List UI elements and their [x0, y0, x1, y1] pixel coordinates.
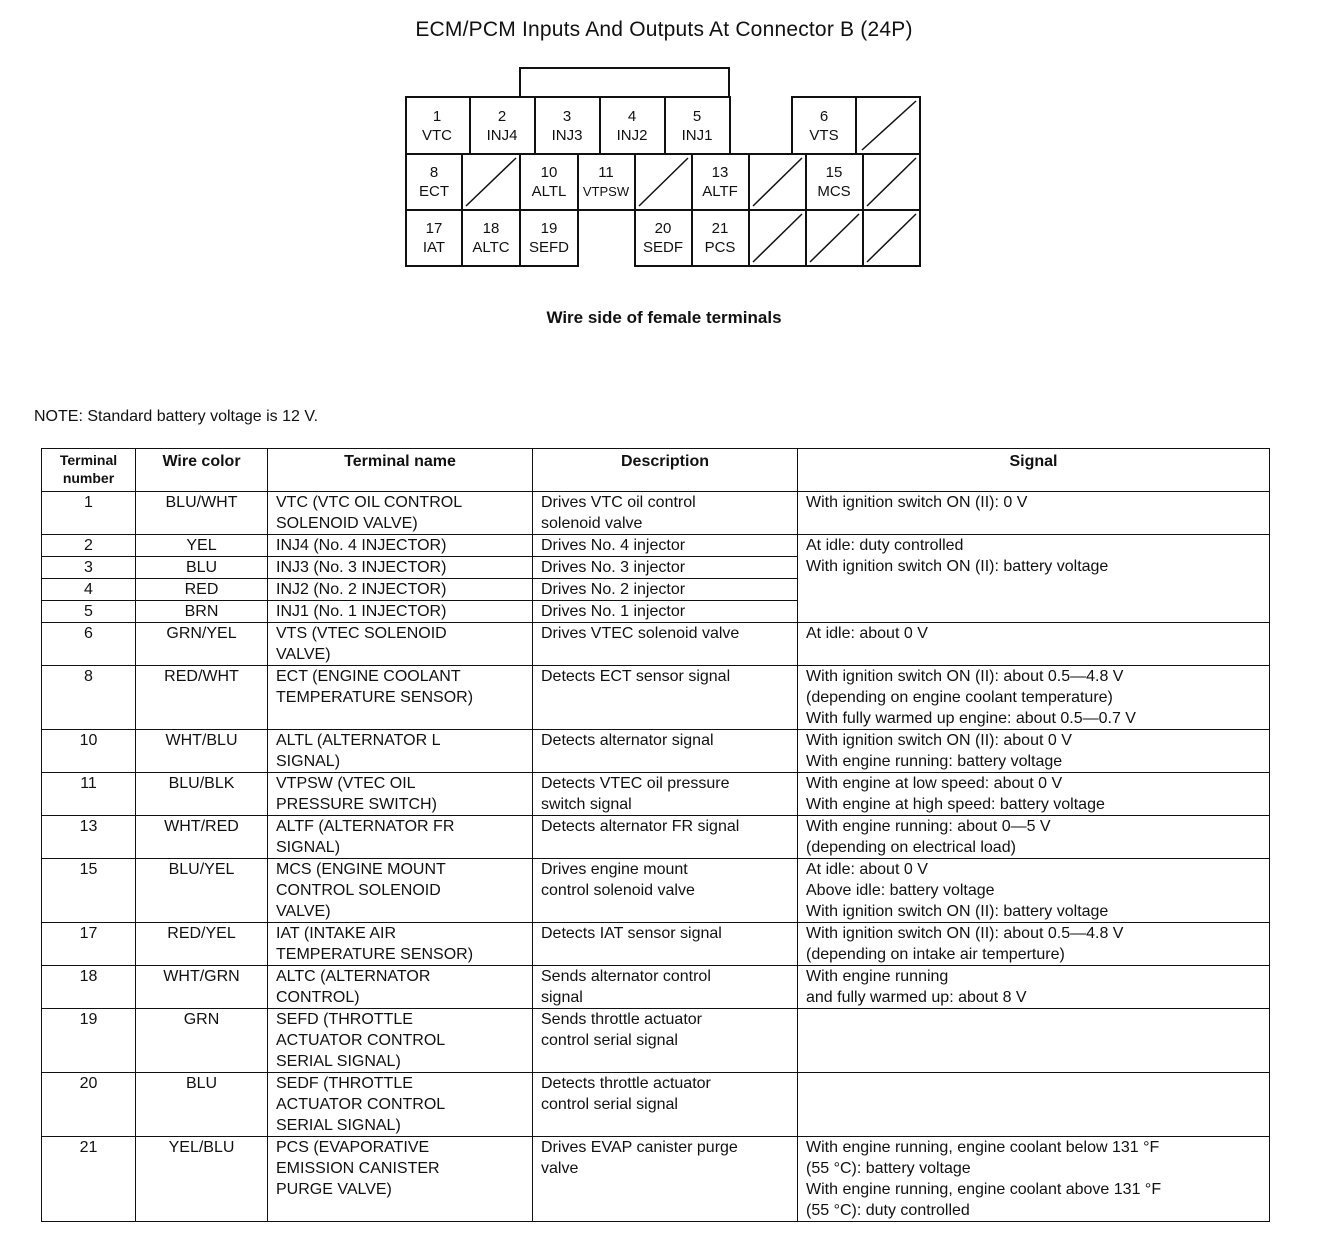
cavity-3 — [552, 108, 583, 144]
cavity-signal-name: IAT — [422, 239, 446, 256]
table-row — [42, 1009, 1270, 1073]
terminal-number-cell: 4 — [42, 579, 136, 601]
cavity-20 — [643, 220, 683, 256]
terminal-name-line: EMISSION CANISTER — [276, 1160, 440, 1177]
cavity-number: 13 — [711, 164, 729, 181]
description-line: Detects alternator FR signal — [541, 818, 740, 835]
cavity-number: 2 — [497, 108, 507, 125]
cavity-signal-name: PCS — [704, 239, 736, 256]
terminal-name-cell — [268, 579, 533, 601]
cavity-signal-name: INJ4 — [486, 127, 518, 144]
description-line: Detects VTEC oil pressure — [541, 775, 730, 792]
description-line: solenoid valve — [541, 515, 643, 532]
signal-line: With ignition switch ON (II): 0 V — [806, 494, 1028, 511]
terminal-name-line: TEMPERATURE SENSOR) — [276, 689, 474, 706]
description-cell — [533, 492, 798, 535]
cavity-number: 18 — [482, 220, 500, 237]
connector-diagram — [0, 0, 1328, 300]
signal-line: (depending on intake air temperture) — [806, 946, 1065, 963]
terminal-name-line: PRESSURE SWITCH) — [276, 796, 437, 813]
wire-color-cell: BLU — [136, 557, 268, 579]
description-line: signal — [541, 989, 583, 1006]
terminal-name-line: ALTF (ALTERNATOR FR — [276, 818, 455, 835]
terminal-name-line: SERIAL SIGNAL) — [276, 1053, 401, 1070]
description-cell — [533, 816, 798, 859]
terminal-number-cell: 2 — [42, 535, 136, 557]
signal-line: With ignition switch ON (II): battery voltage — [806, 558, 1109, 575]
header-wire-color: Wire color — [136, 449, 268, 492]
description-cell — [533, 859, 798, 923]
terminal-number-cell: 11 — [42, 773, 136, 816]
terminal-name-cell — [268, 923, 533, 966]
table-row — [42, 923, 1270, 966]
description-line: Sends alternator control — [541, 968, 711, 985]
description-line: valve — [541, 1160, 579, 1177]
terminal-name-cell — [268, 557, 533, 579]
cavity-number: 10 — [540, 164, 558, 181]
header-terminal-number: Terminal number — [42, 449, 136, 492]
cavity-signal-name: SEDF — [642, 239, 684, 256]
cavity-signal-name: INJ2 — [616, 127, 648, 144]
table-row — [42, 492, 1270, 535]
cavity-number: 1 — [432, 108, 442, 125]
description-line: Drives engine mount — [541, 861, 688, 878]
signal-line: At idle: about 0 V — [806, 861, 928, 878]
cavity-signal-name: ALTL — [531, 183, 567, 200]
signal-line: With ignition switch ON (II): battery voltage — [806, 903, 1109, 920]
wire-color-cell: BLU/YEL — [136, 859, 268, 923]
cavity-signal-name: VTC — [422, 127, 452, 144]
cavity-18 — [472, 220, 509, 256]
terminal-name-line: SIGNAL) — [276, 839, 341, 856]
signal-line: With engine running: battery voltage — [806, 753, 1063, 770]
connector-caption: Wire side of female terminals — [546, 308, 782, 327]
description-cell — [533, 1073, 798, 1137]
header-signal: Signal — [798, 449, 1270, 492]
description-cell — [533, 730, 798, 773]
terminal-number-cell: 21 — [42, 1137, 136, 1222]
cavity-signal-name: INJ1 — [681, 127, 713, 144]
terminal-name-line: ALTC (ALTERNATOR — [276, 968, 431, 985]
cavity-11 — [583, 164, 630, 199]
terminal-number-cell: 20 — [42, 1073, 136, 1137]
terminal-number-cell: 5 — [42, 601, 136, 623]
signal-line: Above idle: battery voltage — [806, 882, 995, 899]
signal-line: With engine running — [806, 968, 949, 985]
terminal-name-cell — [268, 601, 533, 623]
signal-cell — [798, 492, 1270, 535]
signal-line: With engine at low speed: about 0 V — [806, 775, 1063, 792]
wire-color-cell: BLU — [136, 1073, 268, 1137]
signal-cell — [798, 816, 1270, 859]
description-line: Drives No. 4 injector — [541, 537, 686, 554]
terminal-name-line: ALTL (ALTERNATOR L — [276, 732, 441, 749]
terminal-name-cell — [268, 859, 533, 923]
signal-line: (55 °C): duty controlled — [806, 1202, 970, 1219]
signal-cell — [798, 535, 1270, 623]
terminal-name-line: ECT (ENGINE COOLANT — [276, 668, 461, 685]
description-cell — [533, 1009, 798, 1073]
description-line: control solenoid valve — [541, 882, 695, 899]
table-row — [42, 666, 1270, 730]
signal-line: (55 °C): battery voltage — [806, 1160, 971, 1177]
description-cell — [533, 623, 798, 666]
empty-cavity-slash — [867, 214, 916, 262]
description-line: Detects ECT sensor signal — [541, 668, 731, 685]
signal-line: With engine running, engine coolant above 131 °F — [806, 1181, 1162, 1198]
table-row — [42, 623, 1270, 666]
connector-row3-left — [406, 210, 578, 266]
description-line: Drives No. 2 injector — [541, 581, 686, 598]
description-line: control serial signal — [541, 1096, 678, 1113]
terminal-name-line: INJ3 (No. 3 INJECTOR) — [276, 559, 447, 576]
terminal-name-cell — [268, 666, 533, 730]
cavity-signal-name: MCS — [817, 183, 851, 200]
terminal-name-line: CONTROL) — [276, 989, 360, 1006]
description-cell — [533, 579, 798, 601]
cavity-signal-name: ALTC — [472, 239, 510, 256]
wire-color-cell: RED — [136, 579, 268, 601]
wire-color-cell: WHT/GRN — [136, 966, 268, 1009]
cavity-10 — [532, 164, 567, 200]
description-line: Sends throttle actuator — [541, 1011, 702, 1028]
terminal-name-cell — [268, 1009, 533, 1073]
wire-color-cell: RED/YEL — [136, 923, 268, 966]
terminal-number-cell: 18 — [42, 966, 136, 1009]
cavity-number: 5 — [692, 108, 702, 125]
terminal-number-cell: 17 — [42, 923, 136, 966]
terminal-name-cell — [268, 623, 533, 666]
wire-color-cell: BLU/BLK — [136, 773, 268, 816]
signal-line: With ignition switch ON (II): about 0.5—4.8 V — [806, 668, 1124, 685]
cavity-1 — [422, 108, 452, 144]
terminal-name-line: INJ1 (No. 1 INJECTOR) — [276, 603, 447, 620]
empty-cavity-slash — [862, 101, 916, 150]
terminal-number-cell: 13 — [42, 816, 136, 859]
cavity-6 — [809, 108, 838, 144]
cavity-19 — [529, 220, 569, 256]
table-row — [42, 773, 1270, 816]
terminal-name-cell — [268, 730, 533, 773]
cavity-21 — [705, 220, 736, 256]
description-cell — [533, 535, 798, 557]
table-row — [42, 1073, 1270, 1137]
signal-cell — [798, 666, 1270, 730]
terminal-number-cell: 1 — [42, 492, 136, 535]
cavity-number: 21 — [711, 220, 729, 237]
signal-cell — [798, 859, 1270, 923]
signal-line: (depending on electrical load) — [806, 839, 1016, 856]
terminal-table — [41, 448, 1270, 1222]
terminal-name-cell — [268, 535, 533, 557]
empty-cavity-slash — [753, 158, 802, 206]
signal-line: With engine running, engine coolant below 131 °F — [806, 1139, 1160, 1156]
terminal-name-cell — [268, 773, 533, 816]
terminal-name-line: TEMPERATURE SENSOR) — [276, 946, 474, 963]
signal-line: and fully warmed up: about 8 V — [806, 989, 1027, 1006]
terminal-name-line: INJ4 (No. 4 INJECTOR) — [276, 537, 447, 554]
cavity-13 — [702, 164, 738, 200]
description-line: Detects throttle actuator — [541, 1075, 711, 1092]
description-line: Drives VTC oil control — [541, 494, 696, 511]
terminal-name-cell — [268, 1073, 533, 1137]
signal-line: With engine at high speed: battery voltage — [806, 796, 1105, 813]
description-cell — [533, 773, 798, 816]
signal-cell — [798, 1073, 1270, 1137]
cavity-number: 3 — [562, 108, 572, 125]
terminal-name-line: VTS (VTEC SOLENOID — [276, 625, 447, 642]
cavity-number: 17 — [425, 220, 443, 237]
description-cell — [533, 666, 798, 730]
cavity-signal-name: ECT — [419, 183, 449, 200]
terminal-name-line: PURGE VALVE) — [276, 1181, 392, 1198]
wire-color-cell: BLU/WHT — [136, 492, 268, 535]
signal-cell — [798, 1137, 1270, 1222]
description-line: Drives No. 1 injector — [541, 603, 686, 620]
table-row — [42, 966, 1270, 1009]
table-row — [42, 859, 1270, 923]
terminal-number-cell: 10 — [42, 730, 136, 773]
signal-line: With fully warmed up engine: about 0.5—0.7 V — [806, 710, 1136, 727]
cavity-signal-name: VTS — [809, 127, 839, 144]
description-cell — [533, 923, 798, 966]
terminal-name-line: PCS (EVAPORATIVE — [276, 1139, 430, 1156]
terminal-number-cell: 3 — [42, 557, 136, 579]
terminal-number-cell: 15 — [42, 859, 136, 923]
table-row — [42, 535, 1270, 557]
cavity-signal-name: VTPSW — [582, 184, 630, 199]
signal-line: At idle: about 0 V — [806, 625, 928, 642]
terminal-name-line: SEDF (THROTTLE — [276, 1075, 413, 1092]
signal-line: With ignition switch ON (II): about 0.5—4.8 V — [806, 925, 1124, 942]
description-line: switch signal — [541, 796, 632, 813]
cavity-17 — [423, 220, 445, 256]
terminal-name-line: IAT (INTAKE AIR — [276, 925, 397, 942]
cavity-number: 6 — [819, 108, 829, 125]
wire-color-cell: WHT/RED — [136, 816, 268, 859]
terminal-name-line: VTC (VTC OIL CONTROL — [276, 494, 463, 511]
cavity-number: 11 — [598, 164, 614, 181]
cavity-8 — [419, 164, 449, 200]
table-row — [42, 816, 1270, 859]
wire-color-cell: GRN — [136, 1009, 268, 1073]
terminal-name-cell — [268, 492, 533, 535]
description-cell — [533, 1137, 798, 1222]
description-line: Drives VTEC solenoid valve — [541, 625, 740, 642]
terminal-name-line: CONTROL SOLENOID — [276, 882, 441, 899]
battery-note: NOTE: Standard battery voltage is 12 V. — [34, 408, 319, 425]
terminal-name-line: MCS (ENGINE MOUNT — [276, 861, 446, 878]
cavity-15 — [817, 164, 850, 200]
cavity-signal-name: SEFD — [528, 239, 570, 256]
wire-color-cell: WHT/BLU — [136, 730, 268, 773]
terminal-number-cell: 6 — [42, 623, 136, 666]
connector-row1-left — [406, 97, 730, 154]
terminal-name-line: VALVE) — [276, 903, 331, 920]
terminal-name-cell — [268, 966, 533, 1009]
signal-line: With ignition switch ON (II): about 0 V — [806, 732, 1072, 749]
wire-color-cell: BRN — [136, 601, 268, 623]
empty-cavity-slash — [810, 214, 859, 262]
table-header-row — [42, 449, 1270, 492]
terminal-name-line: VALVE) — [276, 646, 331, 663]
wire-color-cell: GRN/YEL — [136, 623, 268, 666]
signal-line: At idle: duty controlled — [806, 537, 964, 554]
terminal-name-cell — [268, 816, 533, 859]
cavity-number: 19 — [540, 220, 558, 237]
terminal-name-line: SERIAL SIGNAL) — [276, 1117, 401, 1134]
cavity-signal-name: INJ3 — [551, 127, 583, 144]
page-title: ECM/PCM Inputs And Outputs At Connector B (24P) — [415, 18, 913, 41]
description-line: control serial signal — [541, 1032, 678, 1049]
terminal-number-cell: 8 — [42, 666, 136, 730]
terminal-name-line: INJ2 (No. 2 INJECTOR) — [276, 581, 447, 598]
table-row — [42, 730, 1270, 773]
cavity-number: 4 — [627, 108, 637, 125]
terminal-name-line: VTPSW (VTEC OIL — [276, 775, 416, 792]
terminal-name-line: SIGNAL) — [276, 753, 341, 770]
table-row — [42, 1137, 1270, 1222]
signal-cell — [798, 623, 1270, 666]
empty-cavity-slash — [867, 158, 916, 206]
cavity-number: 8 — [429, 164, 439, 181]
terminal-name-line: SEFD (THROTTLE — [276, 1011, 413, 1028]
header-terminal-name: Terminal name — [268, 449, 533, 492]
description-line: Detects IAT sensor signal — [541, 925, 722, 942]
connector-outline — [520, 68, 729, 97]
signal-cell — [798, 773, 1270, 816]
description-cell — [533, 966, 798, 1009]
signal-cell — [798, 923, 1270, 966]
cavity-5 — [682, 108, 713, 144]
signal-line: With engine running: about 0—5 V — [806, 818, 1051, 835]
empty-cavity-slash — [466, 158, 516, 206]
terminal-name-line: SOLENOID VALVE) — [276, 515, 418, 532]
description-line: Detects alternator signal — [541, 732, 714, 749]
description-line: Drives EVAP canister purge — [541, 1139, 738, 1156]
signal-line: (depending on engine coolant temperature) — [806, 689, 1113, 706]
wire-color-cell: YEL/BLU — [136, 1137, 268, 1222]
cavity-signal-name: ALTF — [702, 183, 738, 200]
empty-cavity-slash — [639, 158, 688, 206]
terminal-name-line: ACTUATOR CONTROL — [276, 1096, 446, 1113]
cavity-number: 15 — [825, 164, 843, 181]
description-cell — [533, 557, 798, 579]
signal-cell — [798, 1009, 1270, 1073]
terminal-name-line: ACTUATOR CONTROL — [276, 1032, 446, 1049]
signal-cell — [798, 966, 1270, 1009]
terminal-number-cell: 19 — [42, 1009, 136, 1073]
signal-cell — [798, 730, 1270, 773]
cavity-number: 20 — [654, 220, 672, 237]
cavity-2 — [487, 108, 518, 144]
description-line: Drives No. 3 injector — [541, 559, 686, 576]
wire-color-cell: RED/WHT — [136, 666, 268, 730]
cavity-4 — [617, 108, 648, 144]
wire-color-cell: YEL — [136, 535, 268, 557]
header-description: Description — [533, 449, 798, 492]
empty-cavity-slash — [753, 214, 802, 262]
description-cell — [533, 601, 798, 623]
terminal-name-cell — [268, 1137, 533, 1222]
